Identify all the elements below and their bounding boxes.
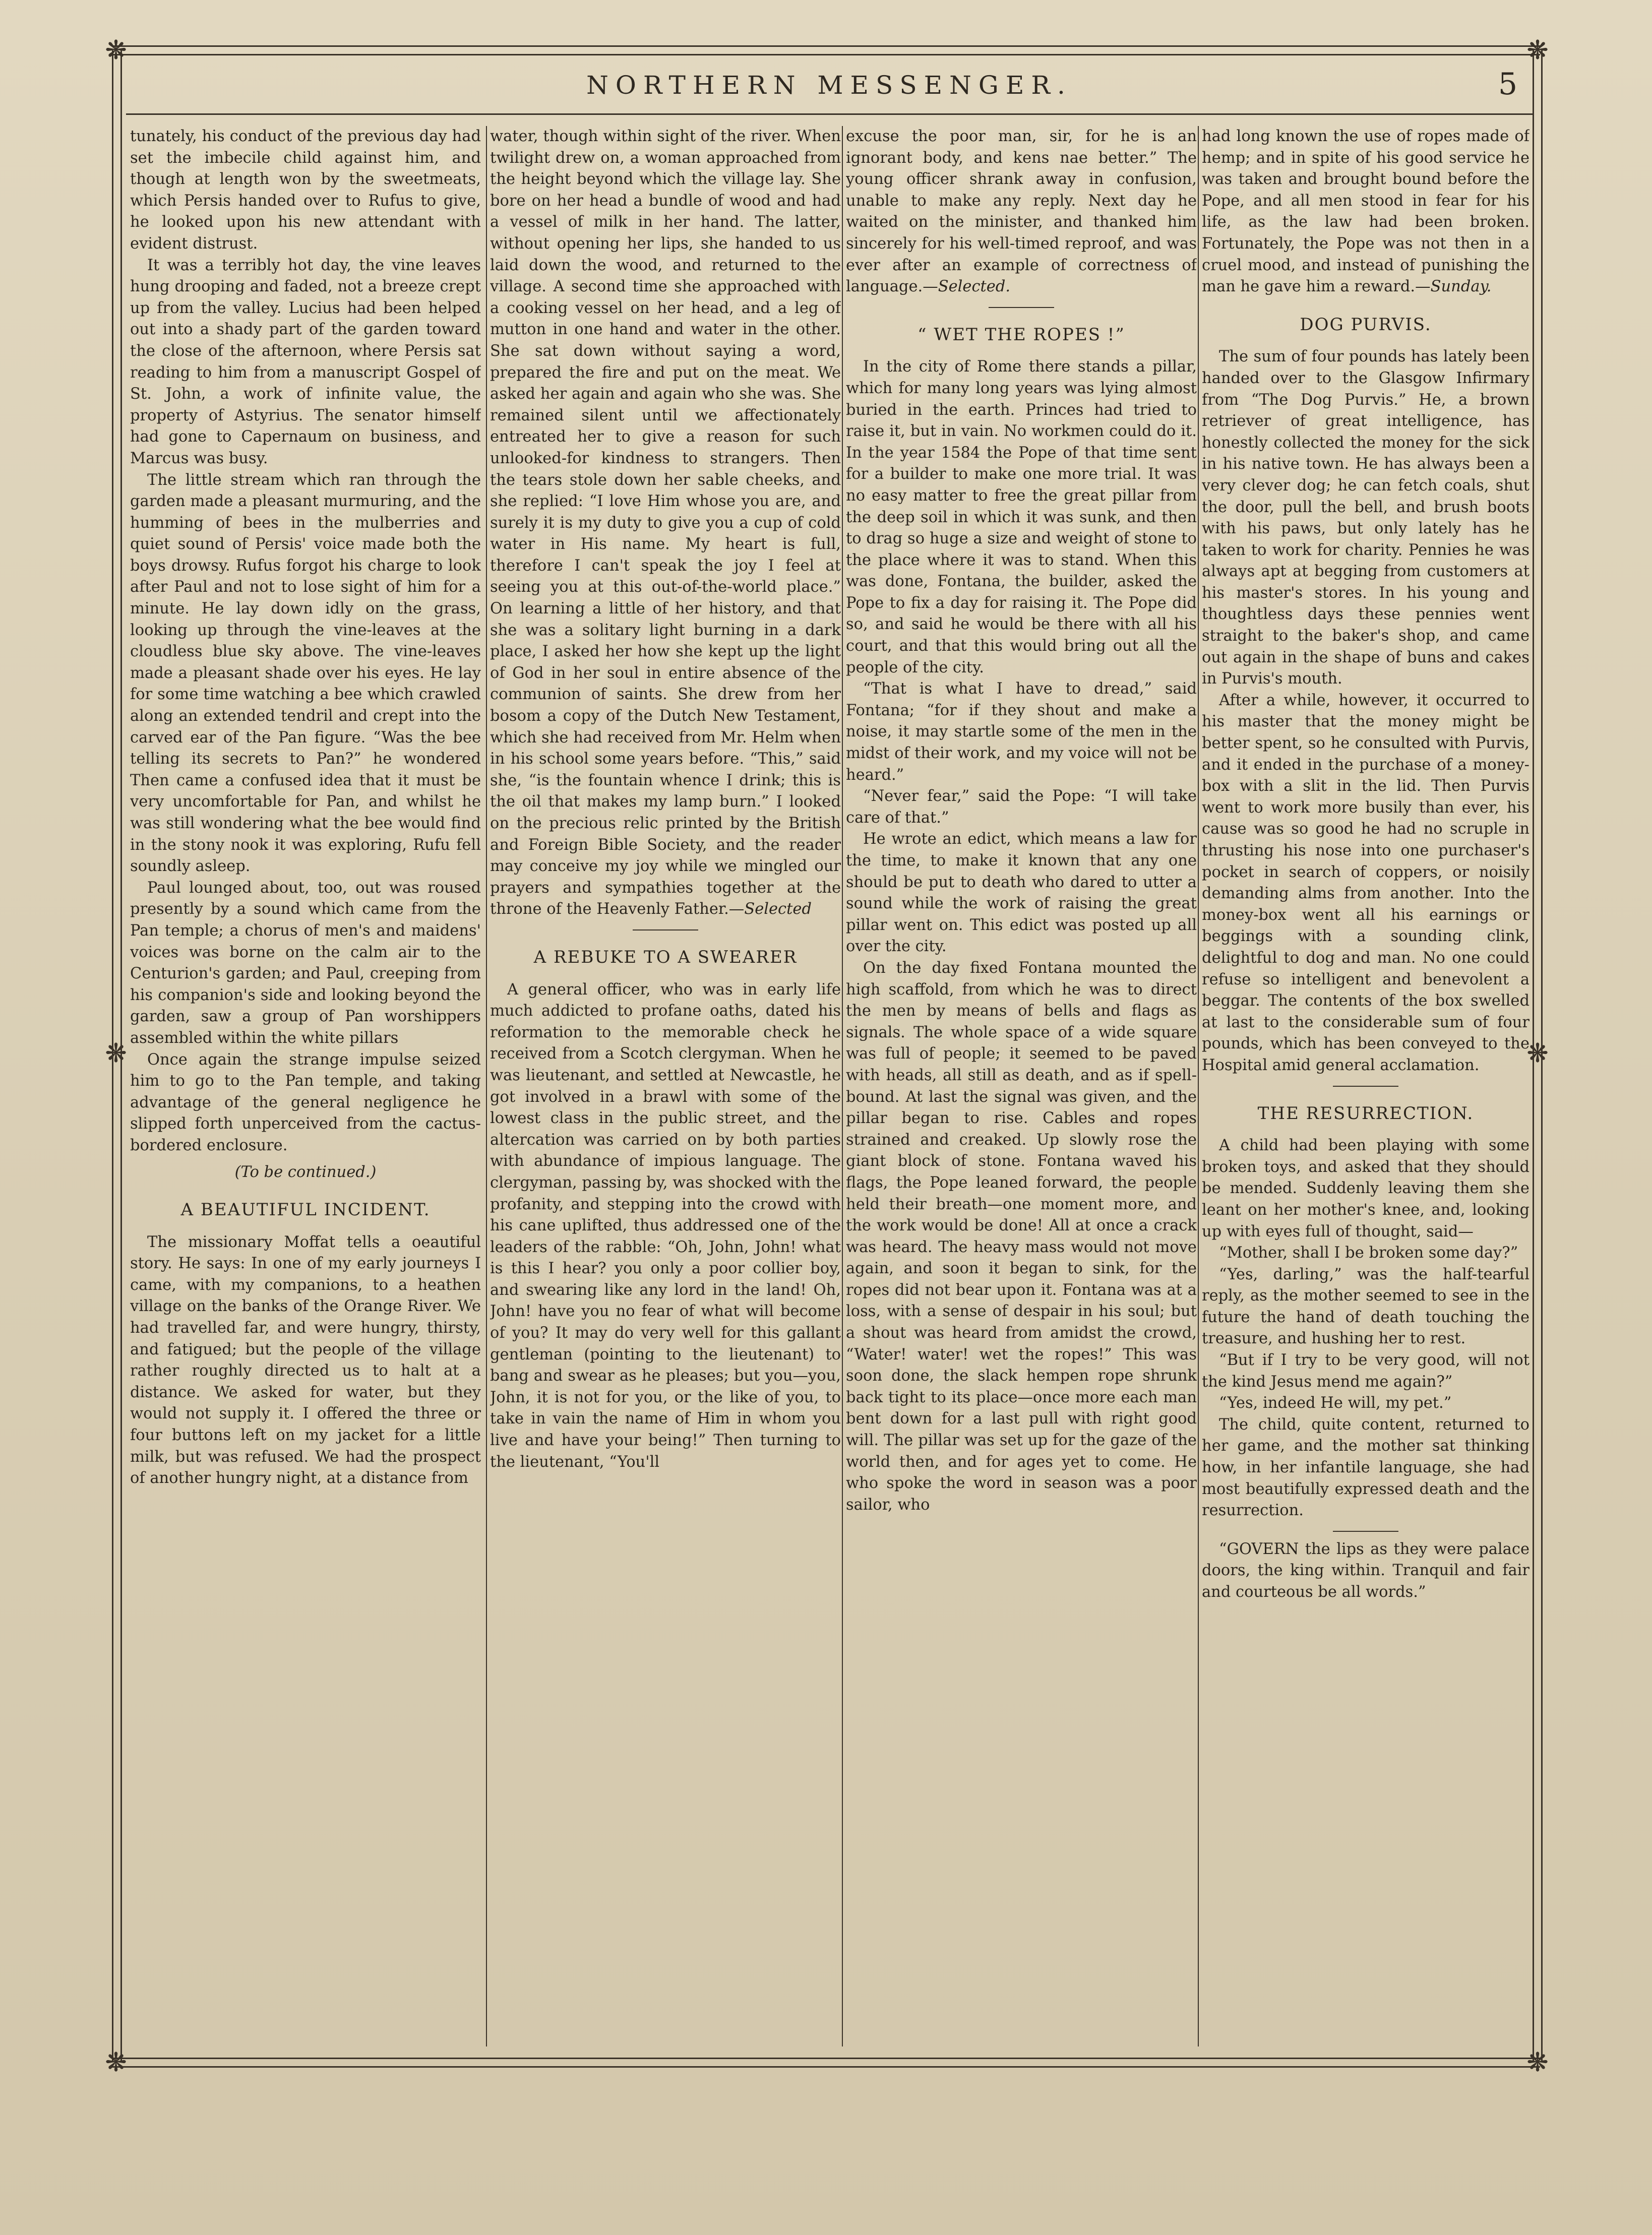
paragraph: The little stream which ran through the garden made a pleasant murmuring, and the humming of bees in the mulberries and quiet sound of Persis' voice made both the boys drowsy. Rufus forgot his charge to look after Paul and not to lose sight of him for a minute. He lay down idly on the grass, looking up through the vine-leaves at the cloudless blue sky above. The vine-leaves made a pleasant shade over his eyes. He lay for some time watching a bee which crawled along an extended tendril and crept into the carved ear of the Pan figure. “Was the bee telling its secrets to Pan?” he wondered Then came a confused idea that it must be very uncomfortable for Pan, and whilst he was still wondering what the bee would find in the stony nook it was exploring, Rufu fell soundly asleep. [130, 471, 481, 876]
paragraph: “Never fear,” said the Pope: “I will take care of that.” [846, 787, 1197, 827]
header-rule [126, 113, 1533, 115]
paragraph: “Mother, shall I be broken some day?” [1219, 1244, 1518, 1262]
paragraph: After a while, however, it occurred to his master that the money might be better spent, so he consulted with Purvis, and it ended in the purchase of a money-box with a slit in the lid. Then Purvis went to work more busily than ever, his cause was so good he had no scruple in thrusting his nose into one purchaser's pocket in search of coppers, or noisily demanding alms from another. Into the money-box went all his earnings or beggings with a sounding clink, delightful to dog and man. No one could refuse so intelligent and benevolent a beggar. The contents of the box swelled at last to the considerable sum of four pounds, which has been conveyed to the Hospital amid general acclamation. [1202, 691, 1529, 1074]
paragraph: “Yes, indeed He will, my pet.” [1219, 1394, 1452, 1412]
side-ornament-icon: ❋ [1526, 1038, 1549, 1069]
section-divider [1333, 1086, 1398, 1087]
source-credit: Selected [744, 900, 812, 918]
paragraph: Paul lounged about, too, out was roused presently by a sound which came from the Pan temple; a chorus of men's and maidens' voices was borne on the calm air to the Centurion's garden; and Paul, creeping from his companion's side and looking beyond the garden, saw a group of Pan worshippers assembled within the white pillars [130, 879, 481, 1047]
paragraph-text: had long known the use of ropes made of hemp; and in spite of his good service he was taken and brought bound before the Pope, and all men stood in fear for his life, as the law had been broken. Fortunately, the Pope was not then in a cruel mood, and instead of punishing the man he gave him a reward.— [1202, 128, 1529, 296]
column-1 [130, 126, 481, 2052]
paragraph: The missionary Moffat tells a oeautiful story. He says: In one of my early journeys I came, with my companions, to a heathen village on the banks of the Orange River. We had travelled far, and were hungry, thirsty, and fatigued; but the people of the village rather roughly directed us to halt at a distance. We asked for water, but they would not supply it. I offered the three or four buttons left on my jacket for a little milk, but was refused. We had the prospect of another hungry night, at a distance from [130, 1233, 481, 1487]
column-separator [486, 126, 487, 2046]
article-title: DOG PURVIS. [1300, 314, 1432, 335]
paragraph: The child, quite content, returned to her game, and the mother sat thinking how, in her infantile language, she had most beautifully expressed death and the resurrection. [1202, 1415, 1529, 1520]
column-3 [846, 126, 1197, 2052]
paragraph: A child had been playing with some broken toys, and asked that they should be mended. Suddenly leaving them she leant on her mother's knee, and, looking up with eyes full of thought, said— [1202, 1137, 1529, 1240]
corner-ornament-icon: ❋ [105, 35, 127, 66]
paragraph: “But if I try to be very good, will not the kind Jesus mend me again?” [1202, 1351, 1529, 1391]
source-credit: Selected. [938, 278, 1011, 296]
side-ornament-icon: ❋ [105, 1038, 127, 1069]
paragraph-text: excuse the poor man, sir, for he is an ignorant body, and kens nae better.” The young officer shrank away in confusion, unable to make any reply. Next day he waited on the minister, and thanked him sincerely for his well-timed reproof, and was ever after an example of correctness of language.— [846, 128, 1197, 296]
paragraph: tunately, his conduct of the previous day had set the imbecile child against him, and though at length won by the sweetmeats, which Persis handed over to Rufus to give, he looked upon his new attendant with evident distrust. [130, 128, 481, 253]
column-separator [1198, 126, 1199, 2046]
source-credit: Sunday. [1430, 278, 1492, 296]
article-title: THE RESURRECTION. [1257, 1103, 1474, 1124]
paragraph: It was a terribly hot day, the vine leaves hung drooping and faded, not a breeze crept up from the valley. Lucius had been helped out into a shady part of the garden toward the close of the afternoon, where Persis sat reading to him from a manuscript Gospel of St. John, a work of infinite value, the property of Astyrius. The senator himself had gone to Capernaum on business, and Marcus was busy. [130, 256, 481, 467]
paragraph: “GOVERN the lips as they were palace doors, the king within. Tranquil and fair and courteous be all words.” [1202, 1540, 1529, 1601]
section-divider [989, 307, 1054, 308]
corner-ornament-icon: ❋ [105, 2047, 127, 2078]
paragraph [1202, 126, 1529, 298]
paragraph: “Yes, darling,” was the half-tearful reply, as the mother seemed to see in the future the hand of death touching the treasure, and hushing her to rest. [1202, 1265, 1529, 1348]
paragraph: “That is what I have to dread,” said Fontana; “for if they shout and make a noise, it may startle some of the men in the midst of their work, and my voice will not be heard.” [846, 680, 1197, 784]
paragraph: The sum of four pounds has lately been handed over to the Glasgow Infirmary from “The Dog Purvis.” He, a brown retriever of great intelligence, has honestly collected the money for the sick in his native town. He has always been a very clever dog; he can fetch coals, shut the door, pull the bell, and brush boots with his paws, but only lately has he taken to work for charity. Pennies he was always apt at begging from customers at his master's stores. In his young and thoughtless days these pennies went straight to the baker's shop, and came out again in the shape of buns and cakes in Purvis's mouth. [1202, 348, 1529, 688]
paragraph: In the city of Rome there stands a pillar, which for many long years was lying almost buried in the earth. Princes had tried to raise it, but in vain. No workmen could do it. In the year 1584 the Pope of that time sent for a builder to make one more trial. It was no easy matter to free the great pillar from the deep soil in which it was sunk, and then to drag so huge a size and weight of stone to the place where it was to stand. When this was done, Fontana, the builder, asked the Pope to fix a day for raising it. The Pope did so, and said he would be there with all his court, and that this would bring out all the people of the city. [846, 358, 1197, 676]
section-divider [1333, 1531, 1398, 1532]
article-title: A BEAUTIFUL INCIDENT. [180, 1200, 431, 1220]
page-number: 5 [1498, 67, 1517, 102]
paragraph: A general officer, who was in early life much addicted to profane oaths, dated his reformation to the memorable check he received from a Scotch clergyman. When he was lieutenant, and settled at Newcastle, he got involved in a brawl with some of the lowest class in the public street, and the altercation was carried on by both parties with abundance of impious language. The clergyman, passing by, was shocked with the profanity, and stepping into the crowd with his cane uplifted, thus addressed one of the leaders of the rabble: “Oh, John, John! what is this I hear? you only a poor collier boy, and swearing like any lord in the land! Oh, John! have you no fear of what will become of you? It may do very well for this gallant gentleman (pointing to the lieutenant) to bang and swear as he pleases; but you—you, John, it is not for you, or the like of you, to take in vain the name of Him in whom you live and have your being!” Then turning to the lieutenant, “You'll [490, 980, 841, 1471]
frame-bottom-border [112, 2058, 1540, 2068]
page-header [126, 67, 1533, 111]
section-divider [633, 929, 698, 930]
corner-ornament-icon: ❋ [1526, 2047, 1549, 2078]
paragraph [846, 126, 1197, 298]
paragraph-text: water, though within sight of the river. When twilight drew on, a woman approached from the height beyond which the village lay. She bore on her head a bundle of wood and had a vessel of milk in her hand. The latter, without opening her lips, she handed to us laid down the wood, and returned to the village. A second time she approached with a cooking vessel on her head, and a leg of mutton in one hand and water in the other. She sat down without saying a word, prepared the fire and put on the meat. We asked her again and again who she was. She remained silent until we affectionately entreated her to give a reason for such unlooked-for kindness to strangers. Then the tears stole down her sable cheeks, and she replied: “I love Him whose you are, and surely it is my duty to give you a cup of cold water in His name. My heart is full, therefore I can't speak the joy I feel at seeing you at this out-of-the-world place.” On learning a little of her history, and that she was a solitary light burning in a dark place, I asked her how she kept up the light of God in her soul in entire absence of the communion of saints. She drew from her bosom a copy of the Dutch New Testament, which she had received from Mr. Helm when in his school some years before. “This,” said she, “is the fountain whence I drink; this is the oil that makes my lamp burn.” I looked on the precious relic printed by the British and Foreign Bible Society, and the reader may conceive my joy while we mingled our prayers and sympathies together at the throne of the Heavenly Father.— [490, 128, 841, 918]
corner-ornament-icon: ❋ [1526, 35, 1549, 66]
to-be-continued: (To be continued.) [234, 1163, 377, 1181]
paragraph [490, 126, 841, 920]
paragraph: On the day fixed Fontana mounted the high scaffold, from which he was to direct the men by means of bells and flags as signals. The whole space of a wide square was full of people; it seemed to be paved with heads, all still as death, and as if spell-bound. At last the signal was given, and the pillar began to rise. Cables and ropes strained and creaked. Up slowly rose the giant block of stone. Fontana waved his flags, the Pope leaned forward, the people held their breath—one moment more, and the work would be done! All at once a crack was heard. The heavy mass would not move again, and soon it began to sink, for the ropes did not bear upon it. Fontana was at a loss, with a sense of despair in his soul; but a shout was heard from amidst the crowd, “Water! water! wet the ropes!” This was soon done, the slack hempen rope shrunk back tight to its place—once more each man bent down for a last pull with right good will. The pillar was set up for the gaze of the world then, and for ages yet to come. He who spoke the word in season was a poor sailor, who [846, 959, 1197, 1514]
masthead-title: NORTHERN MESSENGER. [586, 71, 1072, 100]
paragraph: He wrote an edict, which means a law for the time, to make it known that any one should be put to death who dared to utter a sound while the work of raising the great pillar went on. This edict was posted up all over the city. [846, 830, 1197, 956]
column-separator [842, 126, 843, 2046]
frame-top-border [112, 45, 1540, 55]
article-title: A REBUKE TO A SWEARER [533, 947, 798, 967]
column-4 [1202, 126, 1529, 2052]
article-title: “ WET THE ROPES !” [917, 324, 1125, 345]
paragraph: Once again the strange impulse seized him to go to the Pan temple, and taking advantage of the general negligence he slipped forth unperceived from the cactus-bordered enclosure. [130, 1050, 481, 1154]
column-2 [490, 126, 841, 2052]
